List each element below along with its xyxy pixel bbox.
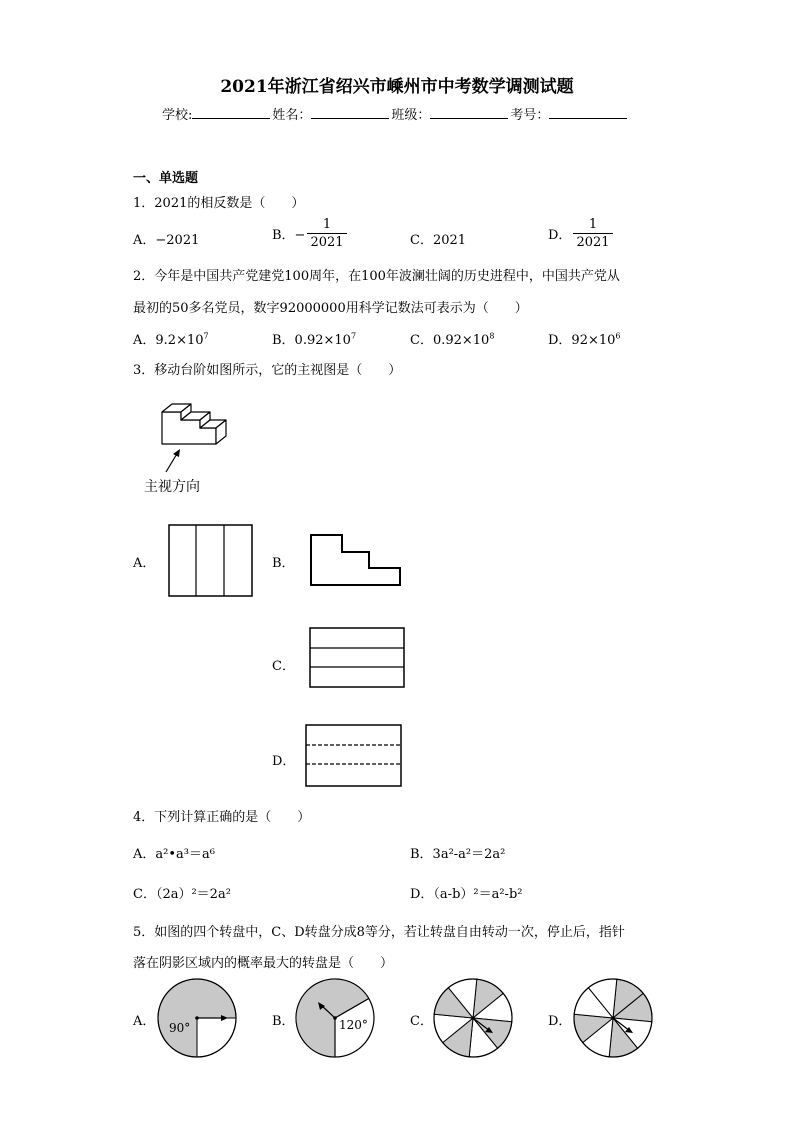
exponent: 7 bbox=[350, 331, 357, 341]
page-title: 2021年浙江省绍兴市嵊州市中考数学调测试题 bbox=[220, 77, 574, 97]
section-heading: 一、单选题 bbox=[133, 171, 199, 186]
q4-option-b: B．3a²-a²＝2a² bbox=[410, 847, 506, 862]
name-blank[interactable] bbox=[311, 106, 389, 119]
q3-option-d-figure bbox=[305, 724, 403, 788]
q3-option-d-label: D． bbox=[272, 754, 296, 769]
spinner-b-angle-label: 120° bbox=[339, 1018, 368, 1032]
q1-option-b bbox=[272, 216, 347, 251]
q2-option-a bbox=[133, 329, 209, 348]
exponent: 8 bbox=[489, 331, 495, 341]
q2-option-a-base: A．9.2×10 bbox=[133, 333, 204, 348]
q5-stem-line2: 落在阴影区域内的概率最大的转盘是（ ） bbox=[133, 956, 394, 971]
spinner-a-angle-label: 90° bbox=[169, 1021, 191, 1035]
spinner-d bbox=[572, 977, 654, 1059]
view-direction-arrow bbox=[160, 446, 190, 476]
q2-option-c-base: C．0.92×10 bbox=[410, 333, 490, 348]
q5-option-d-label: D． bbox=[548, 1014, 572, 1029]
student-info-line bbox=[162, 104, 629, 123]
q3-option-a-figure bbox=[168, 524, 254, 598]
name-label: 姓名： bbox=[272, 108, 312, 123]
q2-option-d-base: D．92×10 bbox=[548, 333, 616, 348]
q3-stem: 3．移动台阶如图所示，它的主视图是（ ） bbox=[133, 363, 402, 378]
q2-option-c bbox=[410, 329, 494, 348]
exponent: 6 bbox=[615, 331, 621, 341]
class-label: 班级： bbox=[391, 108, 431, 123]
q1-option-d bbox=[548, 216, 613, 251]
spinner-a bbox=[156, 977, 238, 1059]
q5-stem-line1: 5．如图的四个转盘中，C、D转盘分成8等分，若让转盘自由转动一次，停止后，指针 bbox=[133, 925, 625, 940]
q2-option-d bbox=[548, 329, 621, 348]
q3-option-b-label: B． bbox=[272, 556, 295, 571]
q3-option-a-label: A． bbox=[133, 556, 156, 571]
q1-option-a: A．−2021 bbox=[133, 233, 200, 248]
q3-option-b-figure bbox=[309, 533, 403, 587]
q4-option-a: A．a²•a³＝a⁶ bbox=[133, 847, 215, 862]
q3-option-c-label: C． bbox=[272, 659, 295, 674]
class-blank[interactable] bbox=[430, 106, 508, 119]
fraction-numerator: 1 bbox=[573, 216, 612, 234]
q1-option-c: C．2021 bbox=[410, 233, 467, 248]
fraction-denominator: 2021 bbox=[310, 235, 344, 250]
number-label: 考号： bbox=[510, 108, 550, 123]
q2-stem-line2: 最初的50多名党员，数字92000000用科学记数法可表示为（ ） bbox=[133, 301, 528, 316]
q2-option-b bbox=[272, 329, 356, 348]
q4-option-d: D．（a-b）²＝a²-b² bbox=[410, 887, 523, 902]
school-label: 学校: bbox=[162, 108, 193, 123]
fraction-denominator: 2021 bbox=[576, 235, 610, 250]
q1-option-d-label: D． bbox=[548, 228, 572, 243]
spinner-c bbox=[432, 977, 514, 1059]
fraction-numerator: 1 bbox=[307, 216, 346, 234]
q1-option-b-fraction bbox=[307, 216, 346, 251]
q2-option-b-base: B．0.92×10 bbox=[272, 333, 351, 348]
q5-option-c-label: C． bbox=[410, 1014, 433, 1029]
exponent: 7 bbox=[203, 331, 209, 341]
q1-option-d-fraction bbox=[573, 216, 612, 251]
q4-option-c: C．（2a）²＝2a² bbox=[133, 887, 231, 902]
school-blank[interactable] bbox=[192, 106, 270, 119]
q5-option-b-label: B． bbox=[272, 1014, 295, 1029]
q4-stem: 4．下列计算正确的是（ ） bbox=[133, 810, 311, 825]
q1-stem: 1．2021的相反数是（ ） bbox=[133, 196, 305, 211]
q2-stem-line1: 2．今年是中国共产党建党100周年，在100年波澜壮阔的历史进程中，中国共产党从 bbox=[133, 269, 620, 284]
q3-option-c-figure bbox=[309, 627, 406, 689]
number-blank[interactable] bbox=[549, 106, 627, 119]
q5-option-a-label: A． bbox=[133, 1014, 156, 1029]
view-direction-label: 主视方向 bbox=[144, 478, 200, 494]
q1-option-b-label: B．− bbox=[272, 228, 306, 243]
